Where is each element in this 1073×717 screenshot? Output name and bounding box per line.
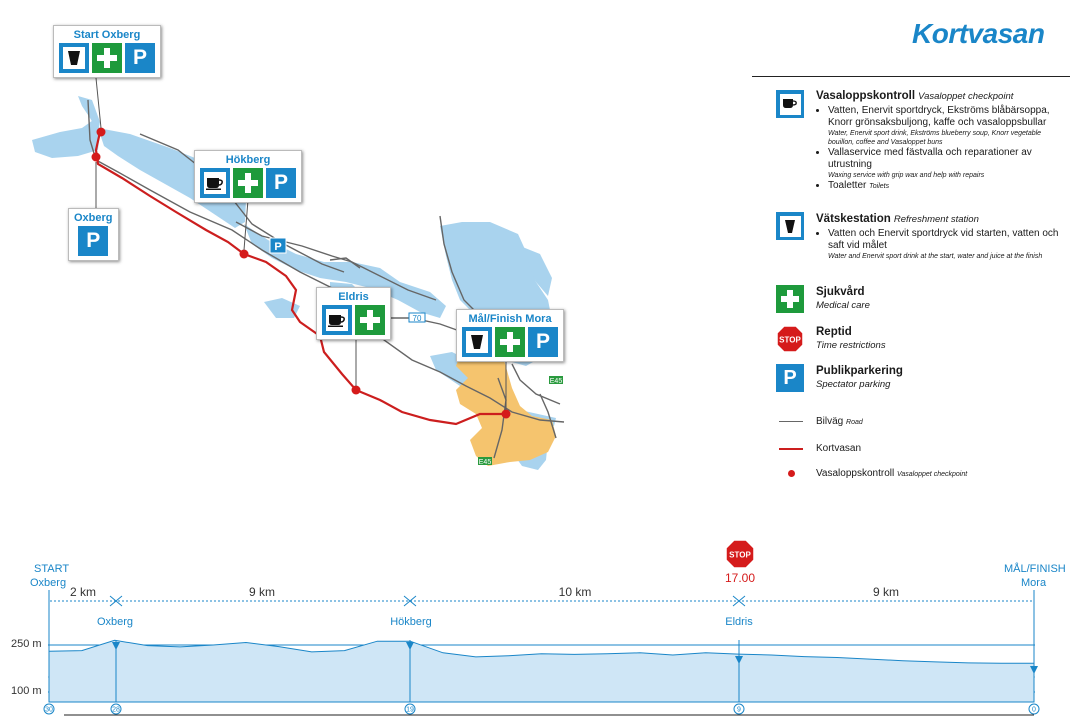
station-label-oxberg: Oxberg: [96, 616, 134, 628]
road-label-e45-south: E45: [478, 459, 492, 466]
km-marker-19: 19: [406, 706, 414, 714]
segment-distance-1: 2 km: [69, 585, 97, 599]
legend-medical: [816, 286, 870, 312]
profile-finish-place: Mora: [1021, 577, 1047, 589]
refreshment-icon: [462, 327, 492, 357]
legend-refreshment-icon: [776, 212, 804, 240]
legend-route: [816, 442, 861, 455]
legend-refreshment-title-en: Refreshment station: [893, 214, 979, 225]
profile-stop-text: STOP: [729, 550, 751, 560]
medical-care-icon: [495, 327, 525, 357]
profile-stop-icon: [725, 539, 755, 569]
legend-road-label: Bilväg: [816, 416, 844, 427]
road-label-parking: P: [274, 241, 282, 253]
segment-distance-3: 10 km: [558, 585, 592, 599]
km-marker-9: 9: [737, 706, 741, 714]
profile-start-label: START: [34, 563, 70, 575]
callout-start-oxberg: [53, 25, 161, 78]
legend-parking-icon: P: [776, 364, 804, 392]
profile-start-place: Oxberg: [30, 577, 67, 589]
checkpoint-dot-hokberg: [240, 250, 249, 259]
road-label-e45-north: E45: [549, 378, 563, 385]
legend-route-label: Kortvasan: [816, 443, 862, 454]
callout-label: Start Oxberg: [73, 29, 141, 41]
legend-medical-title-en: Medical care: [816, 300, 870, 311]
callout-oxberg: [68, 208, 119, 261]
medical-care-icon: [233, 168, 263, 198]
callout-label: Mål/Finish Mora: [468, 313, 552, 325]
legend-checkpoint-icon: [776, 90, 804, 118]
legend-refreshment-item1-en: Water and Enervit sport drink at the start, water and juice at the finish: [828, 253, 1043, 260]
callout-hokberg: [194, 150, 302, 203]
legend-reptid-title: Reptid: [816, 326, 852, 338]
legend-dot-label-en: Vasaloppet checkpoint: [896, 471, 968, 478]
legend-checkpoint-title: Vasaloppskontroll: [816, 90, 916, 102]
parking-icon: P: [528, 327, 558, 357]
legend-checkpoint-item3: Toaletter: [828, 180, 867, 191]
legend-checkpoint-item1: Vatten, Enervit sportdryck, Ekströms blåbärsoppa, Knorr grönsaksbuljong, kaffe och vasaloppsbullar: [828, 105, 1050, 128]
segment-distance-4: 9 km: [872, 585, 900, 599]
elevation-area: [49, 640, 1034, 702]
callout-label: Eldris: [338, 291, 369, 303]
legend-dot-label: Vasaloppskontroll: [816, 468, 895, 479]
km-marker-28: 28: [112, 706, 120, 714]
profile-elev-100: 100 m: [11, 685, 42, 697]
legend-medical-icon: [776, 285, 804, 313]
medical-care-icon: [92, 43, 122, 73]
checkpoint-coffee-icon: [322, 305, 352, 335]
km-marker-30: 30: [45, 706, 53, 714]
station-label-hokberg: Hökberg: [390, 616, 432, 628]
parking-icon: P: [266, 168, 296, 198]
elevation-profile: [0, 590, 1073, 717]
legend-reptid: [816, 326, 886, 352]
medical-care-icon: [355, 305, 385, 335]
legend-road: [816, 415, 863, 429]
distance-arrows: [50, 596, 1034, 606]
legend-dot: [816, 467, 967, 481]
callout-eldris: [316, 287, 391, 340]
legend-checkpoint-item2: Vallaservice med fästvalla och reparationer av utrustning: [828, 147, 1032, 170]
legend-stop-text: STOP: [779, 335, 801, 345]
legend-route-line: [779, 448, 803, 450]
segment-distance-2: 9 km: [248, 585, 276, 599]
km-marker-0: 0: [1032, 706, 1036, 714]
legend-reptid-title-en: Time restrictions: [816, 340, 886, 351]
checkpoint-dot-oxberg: [92, 153, 101, 162]
legend-checkpoint-item1-en: Water, Enervit sport drink, Ekströms blueberry soup, Knorr vegetable bouillon, coffee and Vasaloppet buns: [828, 130, 1042, 146]
legend-checkpoint: [816, 90, 1066, 193]
parking-icon: P: [125, 43, 155, 73]
page-title: Kortvasan: [912, 18, 1045, 49]
legend-refreshment-title: Vätskestation: [816, 213, 891, 225]
legend-refreshment: [816, 213, 1066, 261]
profile-elev-250: 250 m: [11, 638, 42, 650]
profile-stop-time: 17.00: [725, 571, 756, 585]
legend-medical-title: Sjukvård: [816, 286, 865, 298]
legend-road-line: [779, 421, 803, 422]
checkpoint-dot-start: [97, 128, 106, 137]
callout-label: Oxberg: [74, 212, 113, 224]
station-label-eldris: Eldris: [725, 616, 753, 628]
legend-checkpoint-title-en: Vasaloppet checkpoint: [918, 91, 1014, 102]
checkpoint-coffee-icon: [200, 168, 230, 198]
legend-checkpoint-dot: [788, 470, 795, 477]
parking-icon: P: [78, 226, 108, 256]
title-rule: [752, 76, 1070, 77]
legend-road-label-en: Road: [846, 419, 863, 426]
checkpoint-dot-eldris: [352, 386, 361, 395]
km-markers: [44, 704, 1039, 714]
callout-label: Hökberg: [225, 154, 271, 166]
legend-parking-title: Publikparkering: [816, 365, 903, 377]
legend-parking-title-en: Spectator parking: [816, 379, 891, 390]
legend-checkpoint-item2-en: Waxing service with grip wax and help with repairs: [828, 172, 985, 179]
callout-finish-mora: [456, 309, 564, 362]
checkpoint-dot-finish: [502, 410, 511, 419]
refreshment-icon: [59, 43, 89, 73]
profile-finish-label: MÅL/FINISH: [1004, 563, 1066, 575]
legend-checkpoint-item3-en: Toilets: [869, 183, 890, 190]
legend-parking: [816, 365, 903, 391]
legend-stop-icon: [776, 325, 804, 353]
road-label-70: 70: [412, 314, 422, 323]
legend-refreshment-item1: Vatten och Enervit sportdryck vid starten, vatten och saft vid målet: [828, 228, 1059, 251]
